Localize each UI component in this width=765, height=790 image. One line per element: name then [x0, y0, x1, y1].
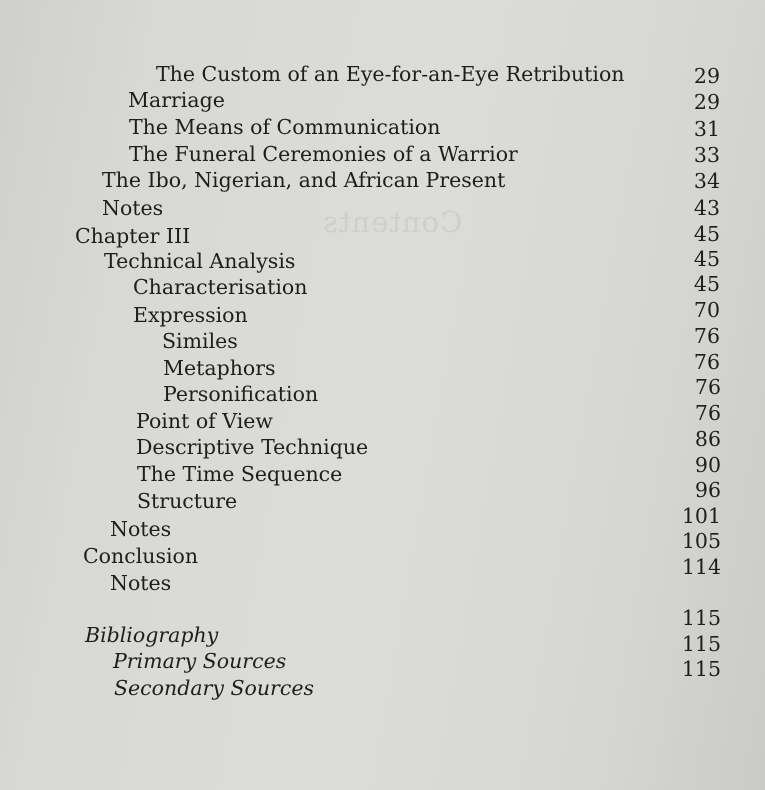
toc-entry: The Time Sequence	[137, 462, 343, 486]
toc-page-number: 34	[693, 169, 720, 193]
toc-entry: Conclusion	[83, 544, 199, 568]
toc-page-number: 43	[693, 196, 720, 220]
toc-page-number: 76	[693, 350, 720, 374]
toc-entry: Descriptive Technique	[136, 435, 369, 459]
toc-page-number: 31	[693, 117, 720, 141]
toc-entry: Metaphors	[163, 356, 276, 380]
toc-entry: The Custom of an Eye-for-an-Eye Retribution	[156, 62, 625, 86]
toc-page-number: 114	[681, 555, 721, 579]
toc-page-number: 86	[694, 427, 721, 451]
bleed-through-heading: Contents	[322, 205, 463, 239]
toc-entry: Notes	[110, 517, 172, 541]
toc-entry: Notes	[102, 196, 164, 220]
toc-page-number: 76	[693, 324, 720, 348]
toc-entry: Chapter III	[75, 224, 191, 248]
toc-entry: The Funeral Ceremonies of a Warrior	[129, 142, 518, 166]
toc-page-number: 45	[693, 272, 720, 296]
toc-entry: Structure	[137, 489, 238, 513]
toc-entry: Personification	[163, 382, 319, 406]
toc-page-number: 90	[694, 453, 721, 477]
toc-entry: The Ibo, Nigerian, and African Present	[102, 168, 506, 192]
toc-entry: The Means of Communication	[129, 115, 441, 139]
toc-page-number: 45	[693, 247, 720, 271]
toc-entry: Technical Analysis	[104, 249, 296, 273]
toc-entry: Primary Sources	[113, 649, 287, 673]
toc-entry: Characterisation	[133, 275, 308, 299]
toc-entry: Marriage	[128, 88, 225, 112]
toc-entry: Point of View	[136, 409, 273, 433]
toc-entry: Notes	[110, 571, 172, 595]
toc-entry: Secondary Sources	[114, 676, 314, 700]
toc-page-number: 115	[681, 606, 721, 630]
toc-entry: Bibliography	[85, 623, 219, 647]
toc-page-number: 105	[681, 529, 721, 553]
toc-page-number: 115	[681, 632, 721, 656]
toc-page-number: 76	[694, 375, 721, 399]
toc-page-number: 33	[693, 143, 720, 167]
toc-page-number: 45	[693, 222, 720, 246]
toc-page-number: 101	[681, 504, 721, 528]
toc-entry: Expression	[133, 303, 248, 327]
toc-page-number: 29	[693, 90, 720, 114]
toc-page-number: 70	[693, 298, 720, 322]
toc-entry: Similes	[162, 329, 238, 353]
toc-page-number: 96	[694, 478, 721, 502]
toc-page-number: 76	[694, 401, 721, 425]
toc-page-number: 29	[693, 64, 720, 88]
toc-page-number: 115	[681, 657, 721, 681]
